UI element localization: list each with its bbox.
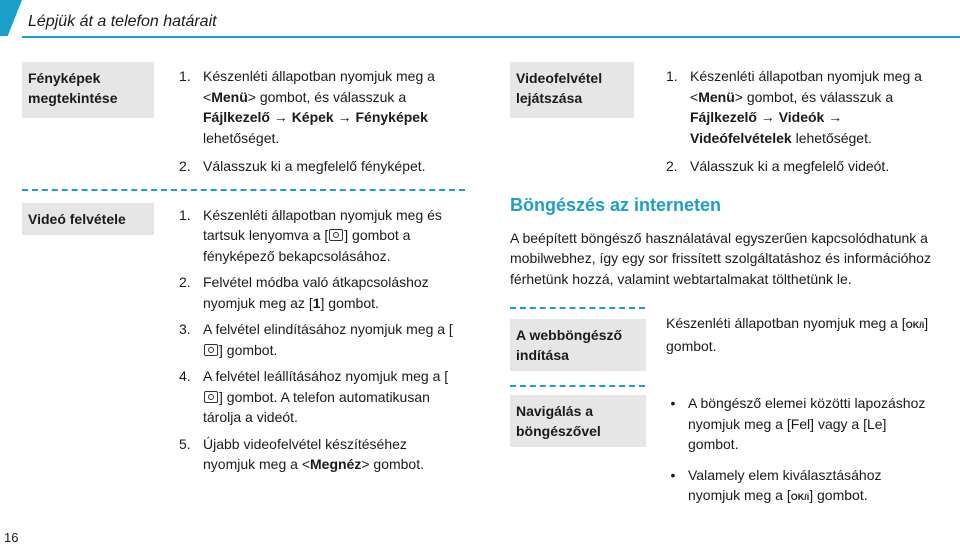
section-video-playback: [510, 62, 940, 177]
left-column: [22, 62, 465, 475]
bullet-icon: •: [670, 466, 676, 483]
camera-key-icon: [329, 229, 343, 241]
header-accent-bar: [0, 0, 22, 36]
list-item: 2. Válasszuk ki a megfelelő fényképet.: [179, 158, 426, 174]
camera-key-icon: [204, 344, 218, 356]
browser-nav-bullets: [658, 393, 928, 508]
playback-label: Videofelvétel lejátszása: [510, 62, 634, 118]
playback-steps: [666, 66, 940, 177]
list-item: 1. Készenléti állapotban nyomjuk meg és tartsuk lenyomva a [ ] gombot a fényképező bekapcsolásához.: [179, 206, 442, 264]
page-number: 16: [4, 530, 19, 545]
ok-key-icon: OK/i: [790, 492, 810, 502]
photos-steps: [179, 66, 459, 177]
section-video: [22, 203, 465, 475]
photos-label: Fényképek megtekintése: [22, 62, 154, 118]
ok-key-icon: OK/i: [905, 320, 925, 330]
browser-start-label: A webböngésző indítása: [510, 319, 646, 371]
browser-nav-label: Navigálás a böngészővel: [510, 395, 646, 447]
list-item: 1. Készenléti állapotban nyomjuk meg a <Menü> gombot, és válasszuk a Fájlkezelő → Videók → Videófelvételek lehetőséget.: [666, 68, 922, 146]
list-item: 2. Felvétel módba való átkapcsoláshoz nyomjuk meg az [1] gombot.: [179, 274, 429, 311]
bullet-icon: •: [670, 395, 676, 411]
section-browsing: [510, 195, 940, 290]
video-steps: [179, 205, 459, 475]
list-item: 2. Válasszuk ki a megfelelő videót.: [666, 158, 890, 174]
list-item: • Valamely elem kiválasztásához nyomjuk meg a [OK/i] gombot.: [658, 465, 928, 508]
right-column: [510, 62, 940, 508]
section-photos: [22, 62, 465, 177]
header-rule: [22, 36, 960, 38]
camera-key-icon: [204, 391, 218, 403]
browser-start-text: Készenléti állapotban nyomjuk meg a [OK/i] gombot.: [666, 315, 929, 354]
section-divider: [510, 385, 645, 387]
video-label: Videó felvétele: [22, 203, 154, 235]
browsing-section-title: Böngészés az interneten: [510, 194, 722, 215]
list-item: 5. Újabb videofelvétel készítéséhez nyomjuk meg a <Megnéz> gombot.: [179, 435, 424, 472]
list-item: 1. Készenléti állapotban nyomjuk meg a <Menü> gombot, és válasszuk a Fájlkezelő → Képek → Fényképek lehetőséget.: [179, 68, 435, 146]
list-item: 4. A felvétel leállításához nyomjuk meg a [] gombot. A telefon automatikusan tárolja a videót.: [179, 368, 449, 425]
page-header-title: Lépjük át a telefon határait: [28, 13, 217, 30]
list-item: • A böngésző elemei közötti lapozáshoz nyomjuk meg a [Fel] vagy a [Le] gombot.: [658, 393, 928, 455]
section-divider: [22, 189, 465, 191]
section-divider: [510, 307, 645, 309]
section-browser-nav: [510, 395, 940, 508]
list-item: 3. A felvétel elindításához nyomjuk meg a [] gombot.: [179, 321, 453, 358]
browsing-intro: A beépített böngésző használatával egyszerűen kapcsolódhatunk a mobilwebhez, így egy sor frissített szolgáltatáshoz és információhoz férhetünk hozzá, valamint webtartalmakat tölthetünk le.: [510, 229, 931, 287]
section-browser-start: [510, 315, 940, 371]
